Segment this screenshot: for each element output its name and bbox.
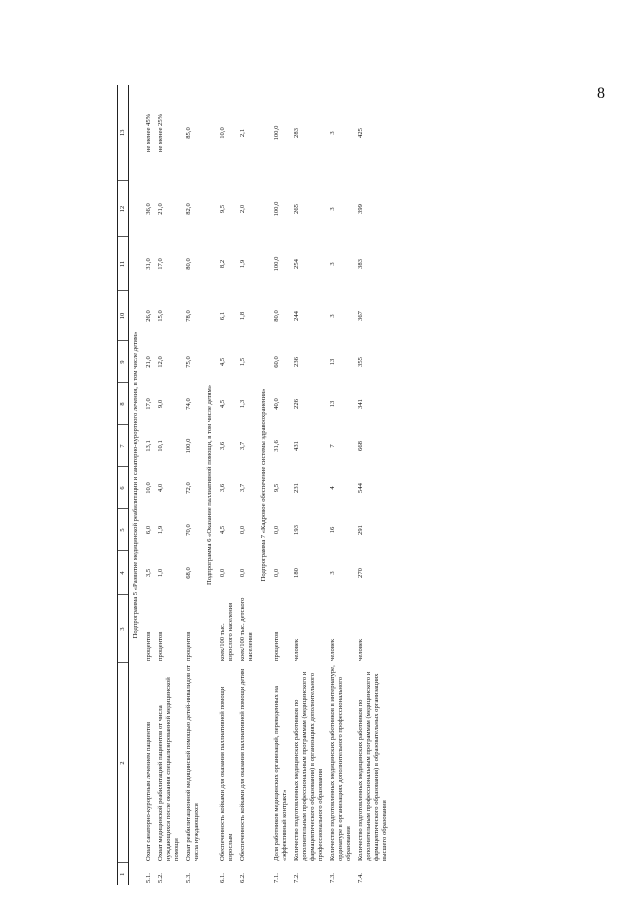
header-cell: 6: [118, 467, 129, 509]
table-row: [291, 85, 327, 885]
unit-cell: процентов: [273, 631, 280, 661]
value-cell: 10,1: [157, 440, 164, 452]
value-cell: 668: [357, 441, 364, 451]
value-cell: 6,1: [219, 311, 226, 321]
value-cell: 3,7: [239, 483, 246, 493]
value-cell: 100,0: [273, 256, 280, 272]
value-cell: 0,0: [273, 568, 280, 578]
value-cell: 425: [357, 128, 364, 138]
unit-cell: процентов: [157, 631, 164, 661]
subprogram-title: Подпрограмма 5 «Развитие медицинской реабилитации и санаторно-курортного лечения, в том числе детям»: [132, 331, 139, 639]
header-cell: 4: [118, 551, 129, 595]
row-number: 7.1.: [273, 873, 280, 883]
value-cell: 236: [293, 357, 300, 367]
header-cell: 5: [118, 509, 129, 551]
unit-cell: человек: [357, 638, 364, 661]
value-cell: 1,8: [239, 311, 246, 321]
value-cell: 4,0: [157, 483, 164, 493]
row-number: 6.1.: [219, 873, 226, 883]
header-row: [118, 85, 129, 885]
value-cell: 9,0: [157, 399, 164, 409]
header-cell: 10: [118, 291, 129, 341]
indicator-name: Количество подготовленных медицинских работников в интернатуре, ординатуре в организациях дополнительного профессионального образования: [329, 665, 352, 861]
header-cell: 9: [118, 341, 129, 383]
value-cell: 100,0: [185, 438, 192, 454]
value-cell: 231: [293, 483, 300, 493]
value-cell: 3,6: [219, 441, 226, 451]
value-cell: 270: [357, 568, 364, 578]
indicator-name: Количество подготовленных медицинских работников по дополнительным профессиональным программам (медицинского и фармацевтического образования) в образовательных организациях высшего образования: [357, 671, 388, 861]
unit-cell: коек/100 тыс. детского населения: [239, 597, 254, 661]
page-number: 8: [597, 85, 605, 102]
value-cell: 3,5: [145, 568, 152, 578]
value-cell: 7: [329, 444, 336, 448]
value-cell: 291: [357, 525, 364, 535]
value-cell: 0,0: [239, 525, 246, 535]
header-cell: 3: [118, 595, 129, 663]
value-cell: 3: [329, 314, 336, 318]
value-cell: 16: [329, 526, 336, 534]
table-row: [237, 85, 257, 885]
value-cell: 193: [293, 525, 300, 535]
value-cell: 80,0: [185, 258, 192, 270]
header-cell: 2: [118, 663, 129, 863]
subprogram-title-row: [203, 85, 217, 885]
value-cell: 85,0: [185, 127, 192, 139]
indicator-name: Количество подготовленных медицинских работников по дополнительным профессиональным программам (медицинского и фармацевтического образования) в организациях дополнительного профессионального образования: [293, 671, 324, 861]
value-cell: 75,0: [185, 356, 192, 368]
value-cell: 74,0: [185, 398, 192, 410]
value-cell: 4,5: [219, 399, 226, 409]
value-cell: 1,3: [239, 399, 246, 409]
header-cell: 11: [118, 237, 129, 291]
value-cell: 21,0: [145, 356, 152, 368]
value-cell: 1,0: [157, 568, 164, 578]
value-cell: 341: [357, 399, 364, 409]
indicator-name: Охват санаторно-курортным лечением пациентов: [145, 721, 152, 861]
value-cell: 399: [357, 204, 364, 214]
row-number: 7.4.: [357, 873, 364, 883]
value-cell: 10,0: [145, 482, 152, 494]
header-cell: 7: [118, 425, 129, 467]
value-cell: 6,0: [145, 525, 152, 535]
value-cell: 72,0: [185, 482, 192, 494]
value-cell: 8,2: [219, 259, 226, 269]
value-cell: 180: [293, 568, 300, 578]
value-cell: 0,0: [219, 568, 226, 578]
indicator-name: Охват медицинской реабилитацией пациентов от числа нуждающихся после оказания специализированной медицинской помощи: [157, 677, 180, 861]
value-cell: 36,0: [145, 203, 152, 215]
value-cell: 68,0: [185, 567, 192, 579]
unit-cell: человек: [293, 638, 300, 661]
value-cell: 13,1: [145, 440, 152, 452]
value-cell: 0,0: [273, 525, 280, 535]
value-cell: 17,0: [145, 398, 152, 410]
subprogram-title-row: [129, 85, 144, 885]
table-row: [355, 85, 391, 885]
subprogram-title: Подпрограмма 7 «Кадровое обеспечение системы здравоохранения»: [260, 388, 267, 582]
indicator-name: Обеспеченность койками для оказания паллиативной помощи детям: [239, 668, 246, 861]
value-cell: 226: [293, 399, 300, 409]
header-cell: 13: [118, 85, 129, 181]
value-cell: 15,0: [157, 310, 164, 322]
value-cell: 100,0: [273, 125, 280, 141]
value-cell: 13: [329, 400, 336, 408]
value-cell: 78,0: [185, 310, 192, 322]
unit-cell: процентов: [145, 631, 152, 661]
value-cell: 60,0: [273, 356, 280, 368]
unit-cell: человек: [329, 638, 336, 661]
value-cell: 1,9: [239, 259, 246, 269]
value-cell: 10,0: [219, 127, 226, 139]
unit-cell: процентов: [185, 631, 192, 661]
row-number: 5.1.: [145, 873, 152, 883]
header-cell: 8: [118, 383, 129, 425]
value-cell: не менее 45%: [145, 113, 152, 153]
value-cell: 3: [329, 262, 336, 266]
value-cell: 9,5: [273, 483, 280, 493]
table-row: [327, 85, 355, 885]
row-number: 5.3.: [185, 873, 192, 883]
row-number: 7.3.: [329, 873, 336, 883]
table-row: [183, 85, 203, 885]
table-row: [155, 85, 183, 885]
value-cell: не менее 25%: [157, 113, 164, 153]
value-cell: 1,5: [239, 357, 246, 367]
row-number: 5.2.: [157, 873, 164, 883]
value-cell: 4,5: [219, 525, 226, 535]
value-cell: 544: [357, 483, 364, 493]
indicators-table: [117, 85, 391, 885]
value-cell: 244: [293, 311, 300, 321]
row-number: 7.2.: [293, 873, 300, 883]
value-cell: 355: [357, 357, 364, 367]
subprogram-title: Подпрограмма 6 «Оказание паллиативной помощи, в том числе детям»: [206, 384, 213, 586]
indicator-name: Обеспеченность койками для оказания паллиативной помощи взрослым: [219, 686, 234, 861]
header-cell: 1: [118, 863, 129, 885]
value-cell: 254: [293, 259, 300, 269]
value-cell: 82,0: [185, 203, 192, 215]
value-cell: 283: [293, 128, 300, 138]
value-cell: 3: [329, 131, 336, 135]
value-cell: 0,0: [239, 568, 246, 578]
value-cell: 3: [329, 207, 336, 211]
value-cell: 265: [293, 204, 300, 214]
value-cell: 31,0: [145, 258, 152, 270]
value-cell: 2,0: [239, 204, 246, 214]
value-cell: 70,0: [185, 524, 192, 536]
row-number: 6.2.: [239, 873, 246, 883]
value-cell: 9,5: [219, 204, 226, 214]
value-cell: 12,0: [157, 356, 164, 368]
value-cell: 13: [329, 358, 336, 366]
table-row: [271, 85, 291, 885]
value-cell: 3,6: [219, 483, 226, 493]
rotated-table-container: [117, 85, 637, 885]
table-row: [217, 85, 237, 885]
value-cell: 3: [329, 571, 336, 575]
value-cell: 2,1: [239, 128, 246, 138]
value-cell: 40,0: [273, 398, 280, 410]
value-cell: 1,9: [157, 525, 164, 535]
table-row: [143, 85, 155, 885]
header-cell: 12: [118, 181, 129, 237]
value-cell: 431: [293, 441, 300, 451]
value-cell: 26,0: [145, 310, 152, 322]
value-cell: 100,0: [273, 201, 280, 217]
value-cell: 80,0: [273, 310, 280, 322]
value-cell: 383: [357, 259, 364, 269]
indicator-name: Доля работников медицинских организаций, переведенных на «эффективный контракт»: [273, 686, 288, 861]
value-cell: 367: [357, 311, 364, 321]
value-cell: 3,7: [239, 441, 246, 451]
unit-cell: коек/100 тыс. взрослого населения: [219, 602, 234, 661]
value-cell: 21,0: [157, 203, 164, 215]
subprogram-title-row: [257, 85, 271, 885]
value-cell: 17,0: [157, 258, 164, 270]
indicator-name: Охват реабилитационной медицинской помощью детей-инвалидов от числа нуждающихся: [185, 665, 200, 861]
value-cell: 4: [329, 486, 336, 490]
value-cell: 4,5: [219, 357, 226, 367]
value-cell: 31,6: [273, 440, 280, 452]
